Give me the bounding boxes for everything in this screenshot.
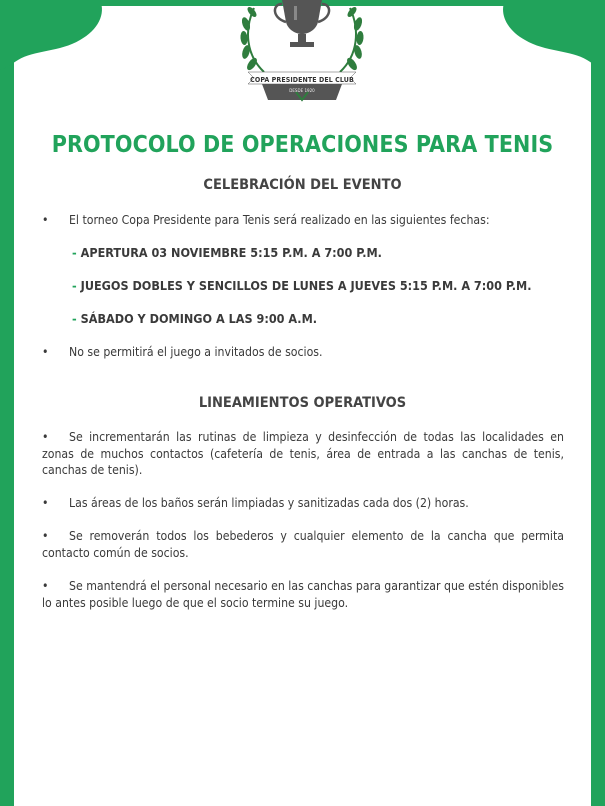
bullet-icon: • <box>42 345 49 359</box>
logo-name: COPA PRESIDENTE DEL CLUB <box>250 76 354 84</box>
date-item <box>72 278 532 293</box>
date-item-text: SÁBADO Y DOMINGO A LAS 9:00 A.M. <box>80 311 318 326</box>
date-item <box>72 311 317 326</box>
list-item-text: Se removerán todos los bebederos y cualquier elemento de la cancha que permita contacto común de socios. <box>42 529 564 560</box>
decorative-blob-left <box>0 0 110 70</box>
section-heading-guidelines: LINEAMIENTOS OPERATIVOS <box>198 395 407 411</box>
bullet-icon: • <box>42 496 49 510</box>
bullet-icon: • <box>42 430 49 444</box>
list-item <box>42 429 564 479</box>
decorative-blob-right <box>495 0 605 70</box>
logo-since: DESDE 1920 <box>289 89 315 94</box>
dash-icon: - <box>72 245 77 260</box>
list-item-text: Se incrementarán las rutinas de limpieza y desinfección de todas las localidades en zonas de muchos contactos (cafetería de tenis, área de entrada a las canchas de tenis, canchas de tenis). <box>42 430 564 477</box>
list-item-text: No se permitirá el juego a invitados de socios. <box>69 345 323 359</box>
date-item <box>72 245 382 260</box>
bullet-icon: • <box>42 579 49 593</box>
dash-icon: - <box>72 311 77 326</box>
page-title: PROTOCOLO DE OPERACIONES PARA TENIS <box>51 132 554 158</box>
list-item-text: Se mantendrá el personal necesario en las canchas para garantizar que estén disponibles lo antes posible luego de que el socio termine su juego. <box>42 579 564 610</box>
list-item-text: Las áreas de los baños serán limpiadas y sanitizadas cada dos (2) horas. <box>69 496 469 510</box>
date-item-text: JUEGOS DOBLES Y SENCILLOS DE LUNES A JUEVES 5:15 P.M. A 7:00 P.M. <box>80 278 532 293</box>
date-item-text: APERTURA 03 NOVIEMBRE 5:15 P.M. A 7:00 P.M. <box>80 245 382 260</box>
list-item <box>42 528 564 561</box>
dash-icon: - <box>72 278 77 293</box>
list-item <box>42 578 564 611</box>
bullet-icon: • <box>42 529 49 543</box>
section-heading-event: CELEBRACIÓN DEL EVENTO <box>203 177 402 193</box>
bullet-icon: • <box>42 213 49 227</box>
list-item-text: El torneo Copa Presidente para Tenis será realizado en las siguientes fechas: <box>69 213 490 227</box>
list-item <box>42 212 564 229</box>
list-item <box>42 495 564 512</box>
list-item <box>42 344 564 361</box>
